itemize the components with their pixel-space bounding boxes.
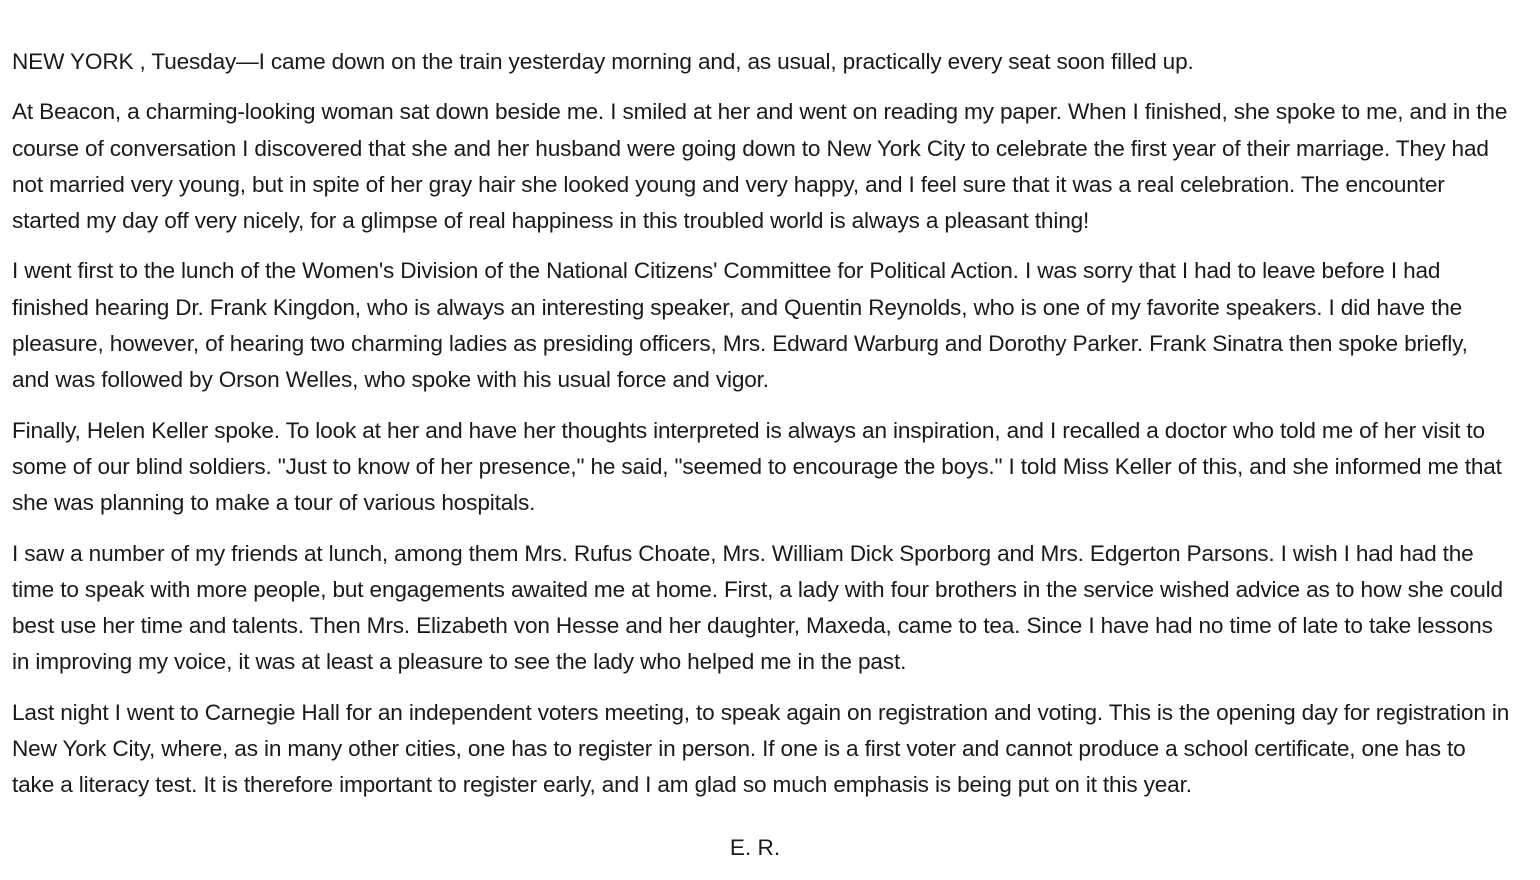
paragraph-helen-keller: Finally, Helen Keller spoke. To look at her and have her thoughts interpreted is always an inspiration, and I recalled a doctor who told me of her visit to some of our blind soldiers. "Just to know of her presence," he said, "seemed to encourage the boys." I told Miss Keller of this, and she informed me that she was planning to make a tour of various hospitals. — [12, 417, 1502, 516]
signature: E. R. — [729, 835, 781, 860]
paragraph-political-action-lunch: I went first to the lunch of the Women's Division of the National Citizens' Committee for Political Action. I was sorry that I had to leave before I had finished hearing Dr. Frank Kingdon, who is always an interesting speaker, and Quentin Reynolds, who is one of my favorite speakers. I did have the pleasure, however, of hearing two charming ladies as presiding officers, Mrs. Edward Warburg and Dorothy Parker. Frank Sinatra then spoke briefly, and was followed by Orson Welles, who spoke with his usual force and vigor. — [12, 258, 1468, 393]
paragraph-beacon-encounter: At Beacon, a charming-looking woman sat down beside me. I smiled at her and went on reading my paper. When I finished, she spoke to me, and in the course of conversation I discovered that she and her husband were going down to New York City to celebrate the first year of their marriage. They had not married very young, but in spite of her gray hair she looked young and very happy, and I feel sure that it was a real celebration. The encounter started my day off very nicely, for a glimpse of real happiness in this troubled world is always a pleasant thing! — [12, 99, 1508, 234]
paragraph-carnegie-hall: Last night I went to Carnegie Hall for an independent voters meeting, to speak again on registration and voting. This is the opening day for registration in New York City, where, as in many other cities, one has to register in person. If one is a first voter and cannot produce a school certificate, one has to take a literacy test. It is therefore important to register early, and I am glad so much emphasis is being put on it this year. — [12, 699, 1510, 798]
article-body — [12, 44, 1510, 804]
paragraph-dateline: NEW YORK , Tuesday—I came down on the train yesterday morning and, as usual, practically every seat soon filled up. — [12, 49, 1194, 74]
paragraph-friends-at-lunch: I saw a number of my friends at lunch, among them Mrs. Rufus Choate, Mrs. William Dick Sporborg and Mrs. Edgerton Parsons. I wish I had had the time to speak with more people, but engagements awaited me at home. First, a lady with four brothers in the service wished advice as to how she could best use her time and talents. Then Mrs. Elizabeth von Hesse and her daughter, Maxeda, came to tea. Since I have had no time of late to take lessons in improving my voice, it was at least a pleasure to see the lady who helped me in the past. — [12, 540, 1503, 675]
